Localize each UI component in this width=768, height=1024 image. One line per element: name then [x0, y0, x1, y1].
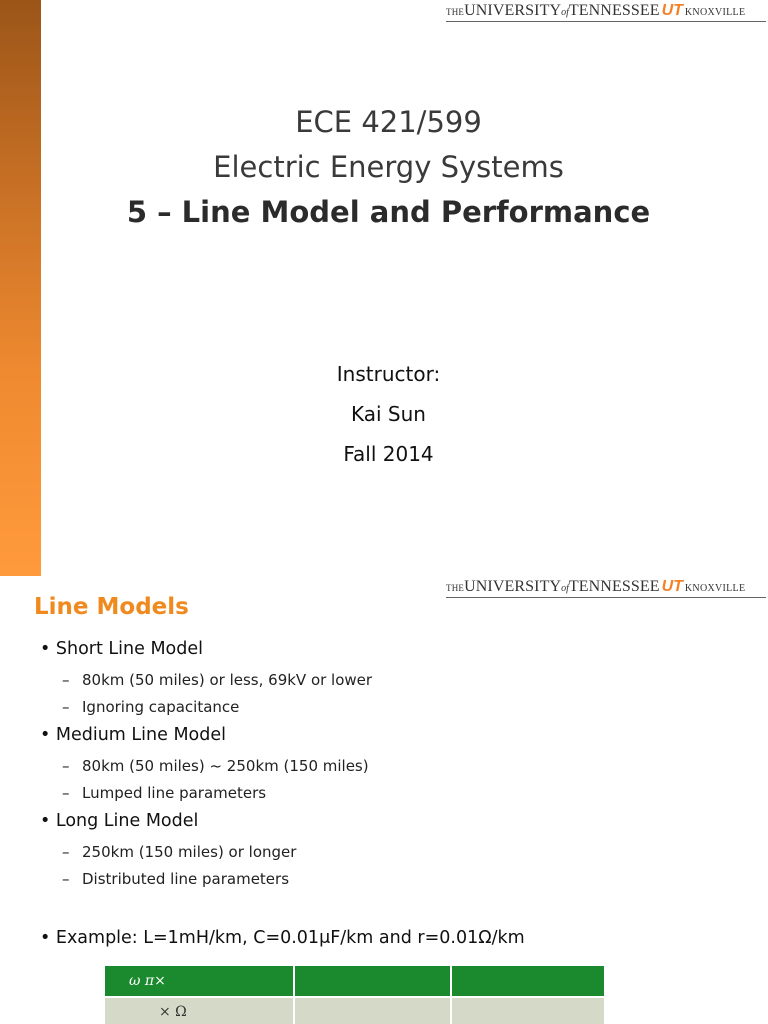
- sub-bullet-text: 250km (150 miles) or longer: [82, 843, 297, 861]
- bullet-long-line: • Long Line Model: [40, 811, 199, 831]
- table-header-row: [105, 966, 604, 996]
- ut-mark-icon: UT: [661, 2, 683, 19]
- logo-knoxville: KNOXVILLE: [684, 583, 746, 594]
- table-header-cell: [452, 966, 604, 996]
- dash-icon: –: [62, 784, 70, 802]
- table-cell: × Ω: [105, 998, 295, 1024]
- bullet-short-line: • Short Line Model: [40, 639, 203, 659]
- example-table: [105, 966, 604, 1024]
- sub-bullet-text: 80km (50 miles) ~ 250km (150 miles): [82, 757, 369, 775]
- logo-underline: [446, 21, 766, 22]
- logo-of: of: [561, 7, 569, 18]
- sub-bullet: [62, 671, 372, 689]
- dash-icon: –: [62, 843, 70, 861]
- university-logo: [446, 2, 766, 22]
- lecture-title: 5 – Line Model and Performance: [126, 195, 651, 229]
- table-cell: [452, 998, 604, 1024]
- sub-bullet-text: Ignoring capacitance: [82, 698, 240, 716]
- logo-tennessee: TENNESSEE: [568, 2, 660, 19]
- logo-university: UNIVERSITY: [464, 578, 562, 595]
- instructor-name: Kai Sun: [351, 402, 426, 426]
- bullet-medium-line: • Medium Line Model: [40, 725, 226, 745]
- sub-bullet: [62, 843, 296, 861]
- sub-bullet-text: Distributed line parameters: [82, 870, 290, 888]
- logo-tennessee: TENNESSEE: [568, 578, 660, 595]
- ut-mark-icon: UT: [661, 578, 683, 595]
- term: Fall 2014: [343, 442, 434, 466]
- dash-icon: –: [62, 870, 70, 888]
- sub-bullet-text: Lumped line parameters: [82, 784, 267, 802]
- slide-title: Line Models: [34, 594, 189, 620]
- orange-sidebar-bar: [0, 0, 41, 576]
- logo-university: UNIVERSITY: [464, 2, 562, 19]
- sub-bullet: [62, 870, 289, 888]
- table-header-cell: [295, 966, 452, 996]
- dash-icon: –: [62, 671, 70, 689]
- course-number: ECE 421/599: [295, 105, 482, 139]
- line-models-slide: [0, 576, 768, 1024]
- university-logo: [446, 578, 766, 598]
- instructor-label: Instructor:: [336, 362, 441, 386]
- dash-icon: –: [62, 757, 70, 775]
- sub-bullet: [62, 784, 266, 802]
- table-header-cell: ω π×: [105, 966, 295, 996]
- sub-bullet: [62, 757, 369, 775]
- dash-icon: –: [62, 698, 70, 716]
- sub-bullet: [62, 698, 239, 716]
- table-cell: [295, 998, 452, 1024]
- sub-bullet-text: 80km (50 miles) or less, 69kV or lower: [82, 671, 373, 689]
- course-name: Electric Energy Systems: [213, 150, 564, 184]
- logo-underline: [446, 597, 766, 598]
- logo-knoxville: KNOXVILLE: [684, 7, 746, 18]
- logo-the: THE: [446, 7, 465, 17]
- table-row: [105, 996, 604, 1024]
- logo-of: of: [561, 583, 569, 594]
- logo-the: THE: [446, 583, 465, 593]
- bullet-example: • Example: L=1mH/km, C=0.01μF/km and r=0.01Ω/km: [40, 928, 525, 948]
